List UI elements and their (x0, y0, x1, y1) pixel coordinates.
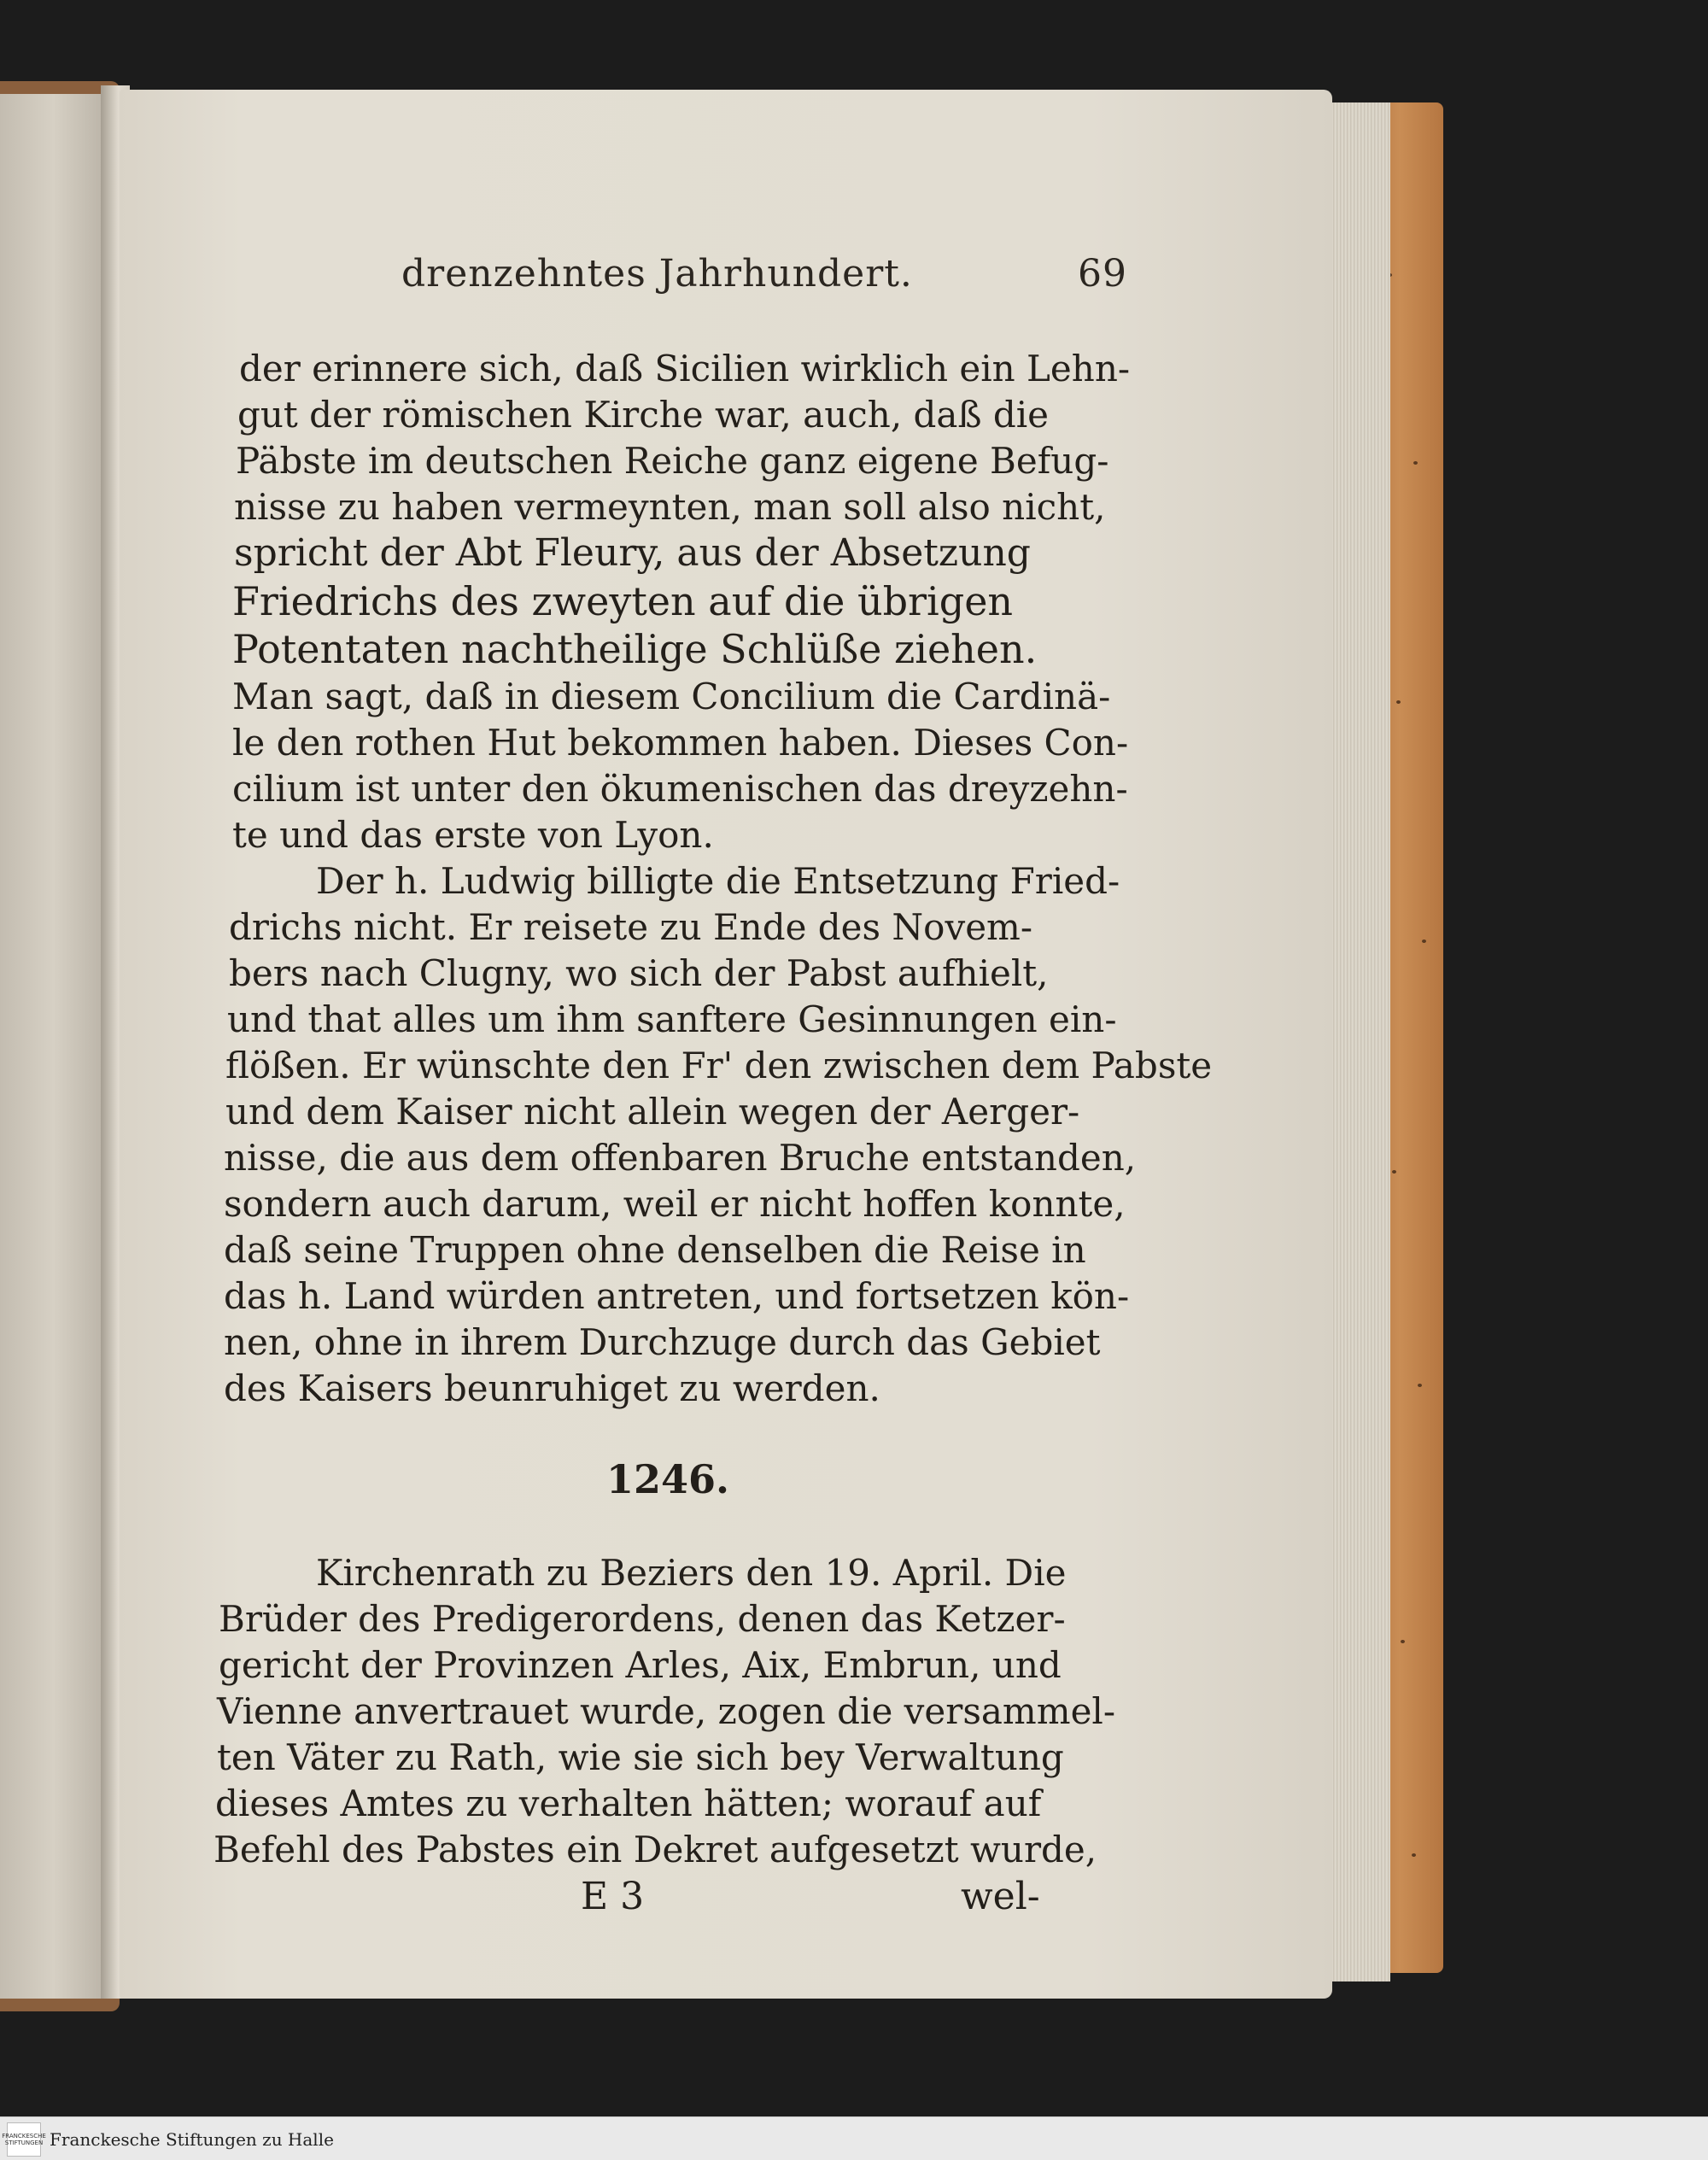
left-page-edge (0, 94, 111, 1999)
footer-credit: Franckesche Stiftungen zu Halle (50, 2129, 334, 2150)
text-line: drichs nicht. Er reisete zu Ende des Novem- (229, 906, 1033, 948)
text-line: nisse, die aus dem offenbaren Bruche entstanden, (224, 1137, 1137, 1179)
page-number: 69 (1078, 252, 1127, 296)
text-line: nen, ohne in ihrem Durchzuge durch das Gebiet (224, 1321, 1101, 1363)
text-line: Friedrichs des zweyten auf die übrigen (232, 578, 1014, 624)
text-line: bers nach Clugny, wo sich der Pabst aufhielt, (229, 952, 1049, 994)
text-line: gut der römischen Kirche war, auch, daß die (237, 394, 1050, 436)
text-line: Kirchenrath zu Beziers den 19. April. Die (316, 1552, 1067, 1594)
text-line: ten Väter zu Rath, wie sie sich bey Verwaltung (217, 1736, 1064, 1778)
logo-text: FRANCKESCHE STIFTUNGEN (2, 2133, 46, 2146)
text-line: daß seine Truppen ohne denselben die Reise in (224, 1229, 1086, 1271)
text-line: te und das erste von Lyon. (232, 814, 714, 856)
running-head-title: drenzehntes Jahrhundert. (401, 252, 913, 296)
text-line: nisse zu haben vermeynten, man soll also nicht, (234, 486, 1106, 528)
text-line: spricht der Abt Fleury, aus der Absetzung (234, 531, 1031, 575)
text-line: Man sagt, daß in diesem Concilium die Cardinä- (232, 676, 1111, 717)
running-head (401, 252, 1127, 312)
text-line: das h. Land würden antreten, und fortsetzen kön- (224, 1275, 1130, 1317)
institution-logo[interactable] (2, 2122, 46, 2157)
text-line: Brüder des Predigerordens, denen das Ketzer- (219, 1598, 1066, 1640)
text-line: der erinnere sich, daß Sicilien wirklich ein Lehn- (239, 348, 1131, 389)
text-line: le den rothen Hut bekommen haben. Dieses Con- (232, 722, 1129, 764)
text-line: flößen. Er wünschte den Fr' den zwischen dem Pabste (225, 1045, 1213, 1086)
text-line: Befehl des Pabstes ein Dekret aufgesetzt wurde, (214, 1829, 1097, 1870)
text-line: Päbste im deutschen Reiche ganz eigene Befug- (236, 440, 1109, 482)
text-line: cilium ist unter den ökumenischen das dreyzehn- (232, 768, 1128, 810)
text-line: und that alles um ihm sanftere Gesinnungen ein- (227, 998, 1117, 1040)
catchword: wel- (961, 1875, 1040, 1918)
text-line: Potentaten nachtheilige Schlüße ziehen. (232, 626, 1038, 672)
signature-mark: E 3 (581, 1875, 645, 1918)
text-line: und dem Kaiser nicht allein wegen der Aerger- (225, 1091, 1080, 1133)
text-line: Der h. Ludwig billigte die Entsetzung Fried- (316, 860, 1120, 902)
footer-bar (0, 2116, 1708, 2160)
text-line: Vienne anvertrauet wurde, zogen die versammel- (217, 1690, 1116, 1732)
text-line: des Kaisers beunruhiget zu werden. (224, 1367, 880, 1409)
text-line: gericht der Provinzen Arles, Aix, Embrun, und (219, 1644, 1062, 1686)
page-block-edges (1324, 102, 1390, 1981)
text-line: sondern auch darum, weil er nicht hoffen konnte, (224, 1183, 1126, 1225)
year-heading: 1246. (606, 1456, 730, 1502)
text-line: dieses Amtes zu verhalten hätten; worauf auf (215, 1782, 1042, 1824)
